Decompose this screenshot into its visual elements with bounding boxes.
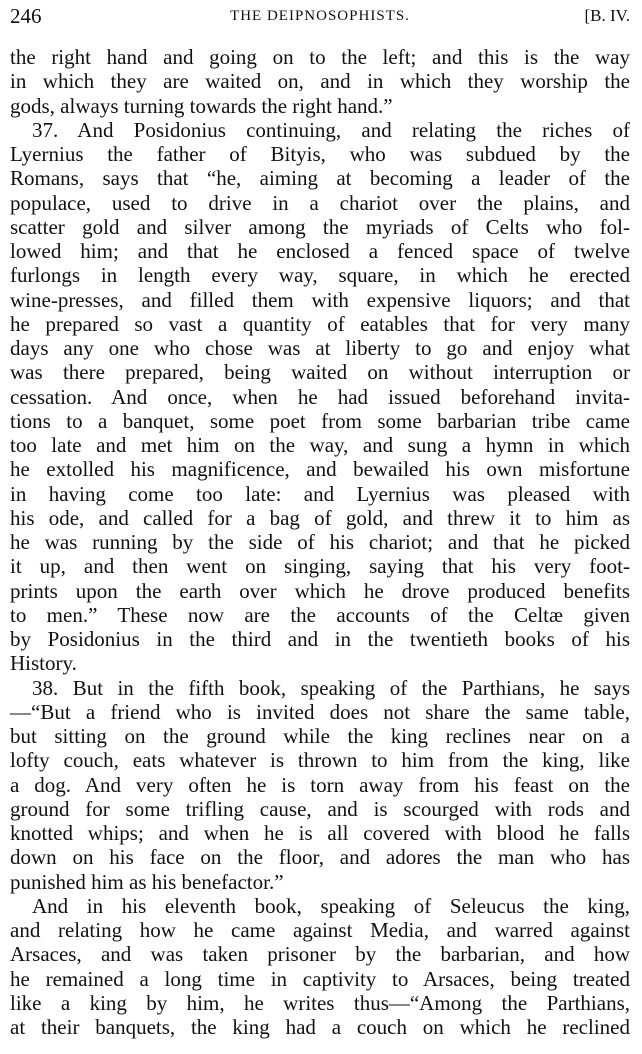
text-line: at their banquets, the king had a couch on which he reclined (10, 1015, 630, 1039)
text-line: days any one who chose was at liberty to go and enjoy what (10, 336, 630, 360)
text-line: scatter gold and silver among the myriads of Celts who fol- (10, 214, 630, 239)
text-line: punished him as his benefactor.” (10, 869, 284, 894)
text-line: wine-presses, and filled them with expensive liquors; and that (10, 287, 630, 312)
text-line: but sitting on the ground while the king reclines near on a (10, 724, 630, 748)
text-line: tions to a banquet, some poet from some barbarian tribe came (10, 408, 630, 433)
text-line: lowed him; and that he enclosed a fenced space of twelve (10, 239, 630, 263)
text-line: populace, used to drive in a chariot over the plains, and (10, 190, 630, 215)
text-line: it up, and then went on singing, saying that his very foot- (10, 554, 630, 579)
text-line: was there prepared, being waited on without interruption or (10, 360, 630, 385)
text-line: too late and met him on the way, and sung a hymn in which (10, 433, 630, 457)
text-line: lofty couch, eats whatever is thrown to him from the king, like (10, 748, 630, 773)
running-header (10, 4, 630, 32)
text-line: And in his eleventh book, speaking of Seleucus the king, (32, 893, 630, 918)
text-line: like a king by him, he writes thus—“Among the Parthians, (10, 990, 630, 1015)
text-line: 37. And Posidonius continuing, and relating the riches of (32, 117, 630, 142)
text-line: in having come too late: and Lyernius was pleased with (10, 481, 630, 506)
text-line: by Posidonius in the third and in the twentieth books of his (10, 627, 630, 651)
text-line: his ode, and called for a bag of gold, and threw it to him as (10, 505, 630, 530)
book-label: [B. IV. (584, 6, 630, 25)
text-line: and relating how he came against Media, and warred against (10, 918, 630, 942)
text-line: 38. But in the fifth book, speaking of the Parthians, he says (32, 675, 630, 700)
page-number: 246 (10, 4, 42, 28)
text-line: furlongs in length every way, square, in which he erected (10, 263, 630, 288)
text-line: to men.” These now are the accounts of the Celtæ given (10, 602, 630, 627)
text-line: he extolled his magnificence, and bewailed his own misfortune (10, 457, 630, 482)
text-line: he was running by the side of his chariot; and that he picked (10, 530, 630, 554)
text-line: cessation. And once, when he had issued beforehand invita- (10, 384, 630, 409)
text-line: ground for some trifling cause, and is scourged with rods and (10, 796, 630, 821)
text-line: a dog. And very often he is torn away from his feast on the (10, 772, 630, 797)
text-line: he remained a long time in captivity to Arsaces, being treated (10, 966, 630, 991)
page-body-text (10, 45, 630, 1039)
text-line: knotted whips; and when he is all covered with blood he falls (10, 821, 630, 845)
text-line: gods, always turning towards the right hand.” (10, 93, 393, 118)
text-line: he prepared so vast a quantity of eatables that for very many (10, 311, 630, 336)
text-line: in which they are waited on, and in which they worship the (10, 69, 630, 94)
text-line: down on his face on the floor, and adores the man who has (10, 845, 630, 870)
text-line: the right hand and going on to the left; and this is the way (10, 45, 630, 69)
text-line: History. (10, 651, 77, 676)
running-title: THE DEIPNOSOPHISTS. (230, 8, 410, 24)
text-line: Romans, says that “he, aiming at becoming a leader of the (10, 166, 630, 191)
text-line: Lyernius the father of Bityis, who was subdued by the (10, 142, 630, 166)
text-line: prints upon the earth over which he drove produced benefits (10, 578, 630, 603)
text-line: Arsaces, and was taken prisoner by the barbarian, and how (10, 942, 630, 967)
text-line: —“But a friend who is invited does not share the same table, (10, 699, 630, 724)
